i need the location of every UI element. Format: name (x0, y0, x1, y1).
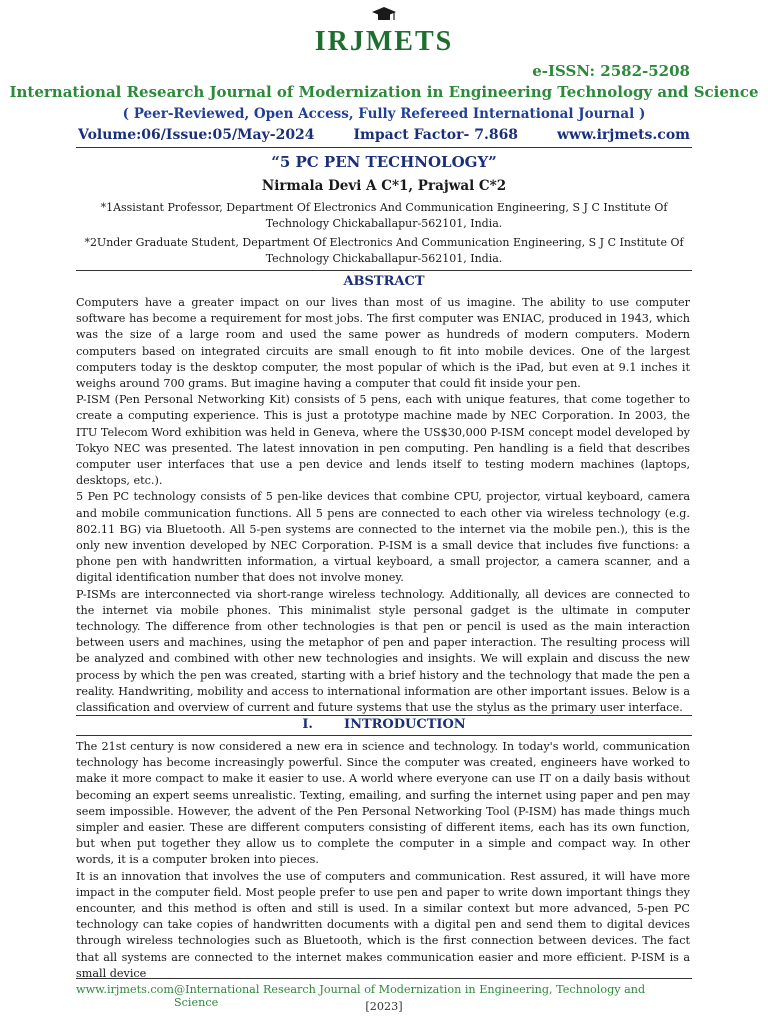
abstract-paragraph: 5 Pen PC technology consists of 5 pen-like devices that combine CPU, projector, virtual keyboard, camera and mobile communication functions. All 5 pens are connected to each other via wireless technology (e.g. 802.11 BG) via Bluetooth. All 5-pen systems are connected to the internet via the mobile pen.), this is the only new invention developed by NEC Corporation. P-ISM is a small device that includes five functions: a phone pen with handwritten information, a virtual keyboard, a small projector, a camera scanner, and a digital identification number that does not involve money. (76, 490, 690, 585)
logo-text: IRJMETS (314, 26, 454, 57)
section-number: I. (302, 717, 313, 732)
article-title: “5 PC PEN TECHNOLOGY” (271, 153, 497, 171)
journal-logo (0, 6, 768, 58)
impact-factor: Impact Factor- 7.868 (353, 127, 519, 143)
section-divider-top (76, 715, 692, 716)
footer-divider (76, 978, 692, 979)
article-authors: Nirmala Devi A C*1, Prajwal C*2 (261, 178, 507, 194)
eissn: e-ISSN: 2582-5208 (532, 62, 690, 80)
abstract-body (76, 295, 690, 716)
header-divider (76, 147, 692, 148)
title-divider (76, 270, 692, 271)
abstract-paragraph: Computers have a greater impact on our lives than most of us imagine. The ability to use computer software has become a requirement for most jobs. The first computer was ENIAC, produced in 1943, which was the size of a large room and used the same power as hundreds of modern computers. Modern computers based on integrated circuits are small enough to fit into mobile devices. One of the largest computers today is the desktop computer, the most popular of which is the iPad, but even at 9.1 inches it weighs around 700 grams. But imagine having a computer that could fit inside your pen. (76, 296, 690, 391)
section-title: INTRODUCTION (343, 717, 466, 732)
footer-website[interactable]: www.irjmets.com (76, 983, 174, 996)
footer-year: [2023] (365, 1000, 403, 1013)
affiliation-1: *1Assistant Professor, Department Of Electronics And Communication Engineering, S J C Institute Of Technology Chickaballapur-562101, India. (100, 201, 668, 230)
volume-issue: Volume:06/Issue:05/May-2024 (78, 127, 315, 143)
graduation-cap-icon (371, 6, 397, 26)
section-divider-bottom (76, 735, 692, 736)
introduction-heading (0, 717, 768, 732)
footer-copyright: @International Research Journal of Modernization in Engineering, Technology and Science (173, 983, 646, 1009)
journal-website[interactable]: www.irjmets.com (556, 127, 690, 143)
journal-name: International Research Journal of Modernization in Engineering Technology and Science (9, 83, 759, 101)
intro-paragraph: It is an innovation that involves the use of computers and communication. Rest assured, it will have more impact in the computer field. Most people prefer to use pen and paper to write down important things they encounter, and this method is often and still is used. In a similar context but more advanced, 5-pen PC technology can take copies of handwritten documents with a digital pen and send them to digital devices through wireless technologies such as Bluetooth, which is the first connection between devices. The fact that all systems are connected to the internet makes communication easier and more efficient. P-ISM is a small device (76, 869, 690, 980)
abstract-heading: ABSTRACT (343, 274, 425, 289)
affiliation-2: *2Under Graduate Student, Department Of Electronics And Communication Engineering, S J C Institute Of Technology Chickaballapur-562101, India. (84, 236, 684, 265)
introduction-body (76, 739, 690, 982)
peer-review-note: ( Peer-Reviewed, Open Access, Fully Refereed International Journal ) (122, 106, 646, 122)
abstract-paragraph: P-ISMs are interconnected via short-range wireless technology. Additionally, all devices are connected to the internet via mobile phones. This minimalist style personal gadget is the ultimate in computer technology. The difference from other technologies is that pen or pencil is used as the main interaction between users and machines, using the metaphor of pen and paper interaction. The resulting process will be analyzed and combined with other new technologies and insights. We will explain and discuss the new process by which the pen was created, starting with a brief history and the technology that made the pen a reality. Handwriting, mobility and access to international information are other important issues. Below is a classification and overview of current and future systems that use the stylus as the primary user interface. (76, 587, 690, 715)
intro-paragraph: The 21st century is now considered a new era in science and technology. In today's world, communication technology has become increasingly powerful. Since the computer was created, engineers have worked to make it more compact to make it easier to use. A world where everyone can use IT on a daily basis without becoming an expert seems unrealistic. Texting, emailing, and surfing the internet using paper and pen may seem impossible. However, the advent of the Pen Personal Networking Tool (P-ISM) has made things much simpler and easier. These are different computers consisting of different items, each has its own function, but when put together they allow us to complete the computer in a simple and compact way. In other words, it is a computer broken into pieces. (76, 740, 690, 867)
issue-info-row (78, 127, 690, 143)
abstract-paragraph: P-ISM (Pen Personal Networking Kit) consists of 5 pens, each with unique features, that come together to create a computing experience. This is just a prototype machine made by NEC Corporation. In 2003, the ITU Telecom Word exhibition was held in Geneva, where the US$30,000 P-ISM concept model developed by Tokyo NEC was presented. The latest innovation in pen computing. Pen handling is a field that describes computer user interfaces that use a pen device and lends itself to testing modern machines (laptops, desktops, etc.). (76, 393, 690, 488)
